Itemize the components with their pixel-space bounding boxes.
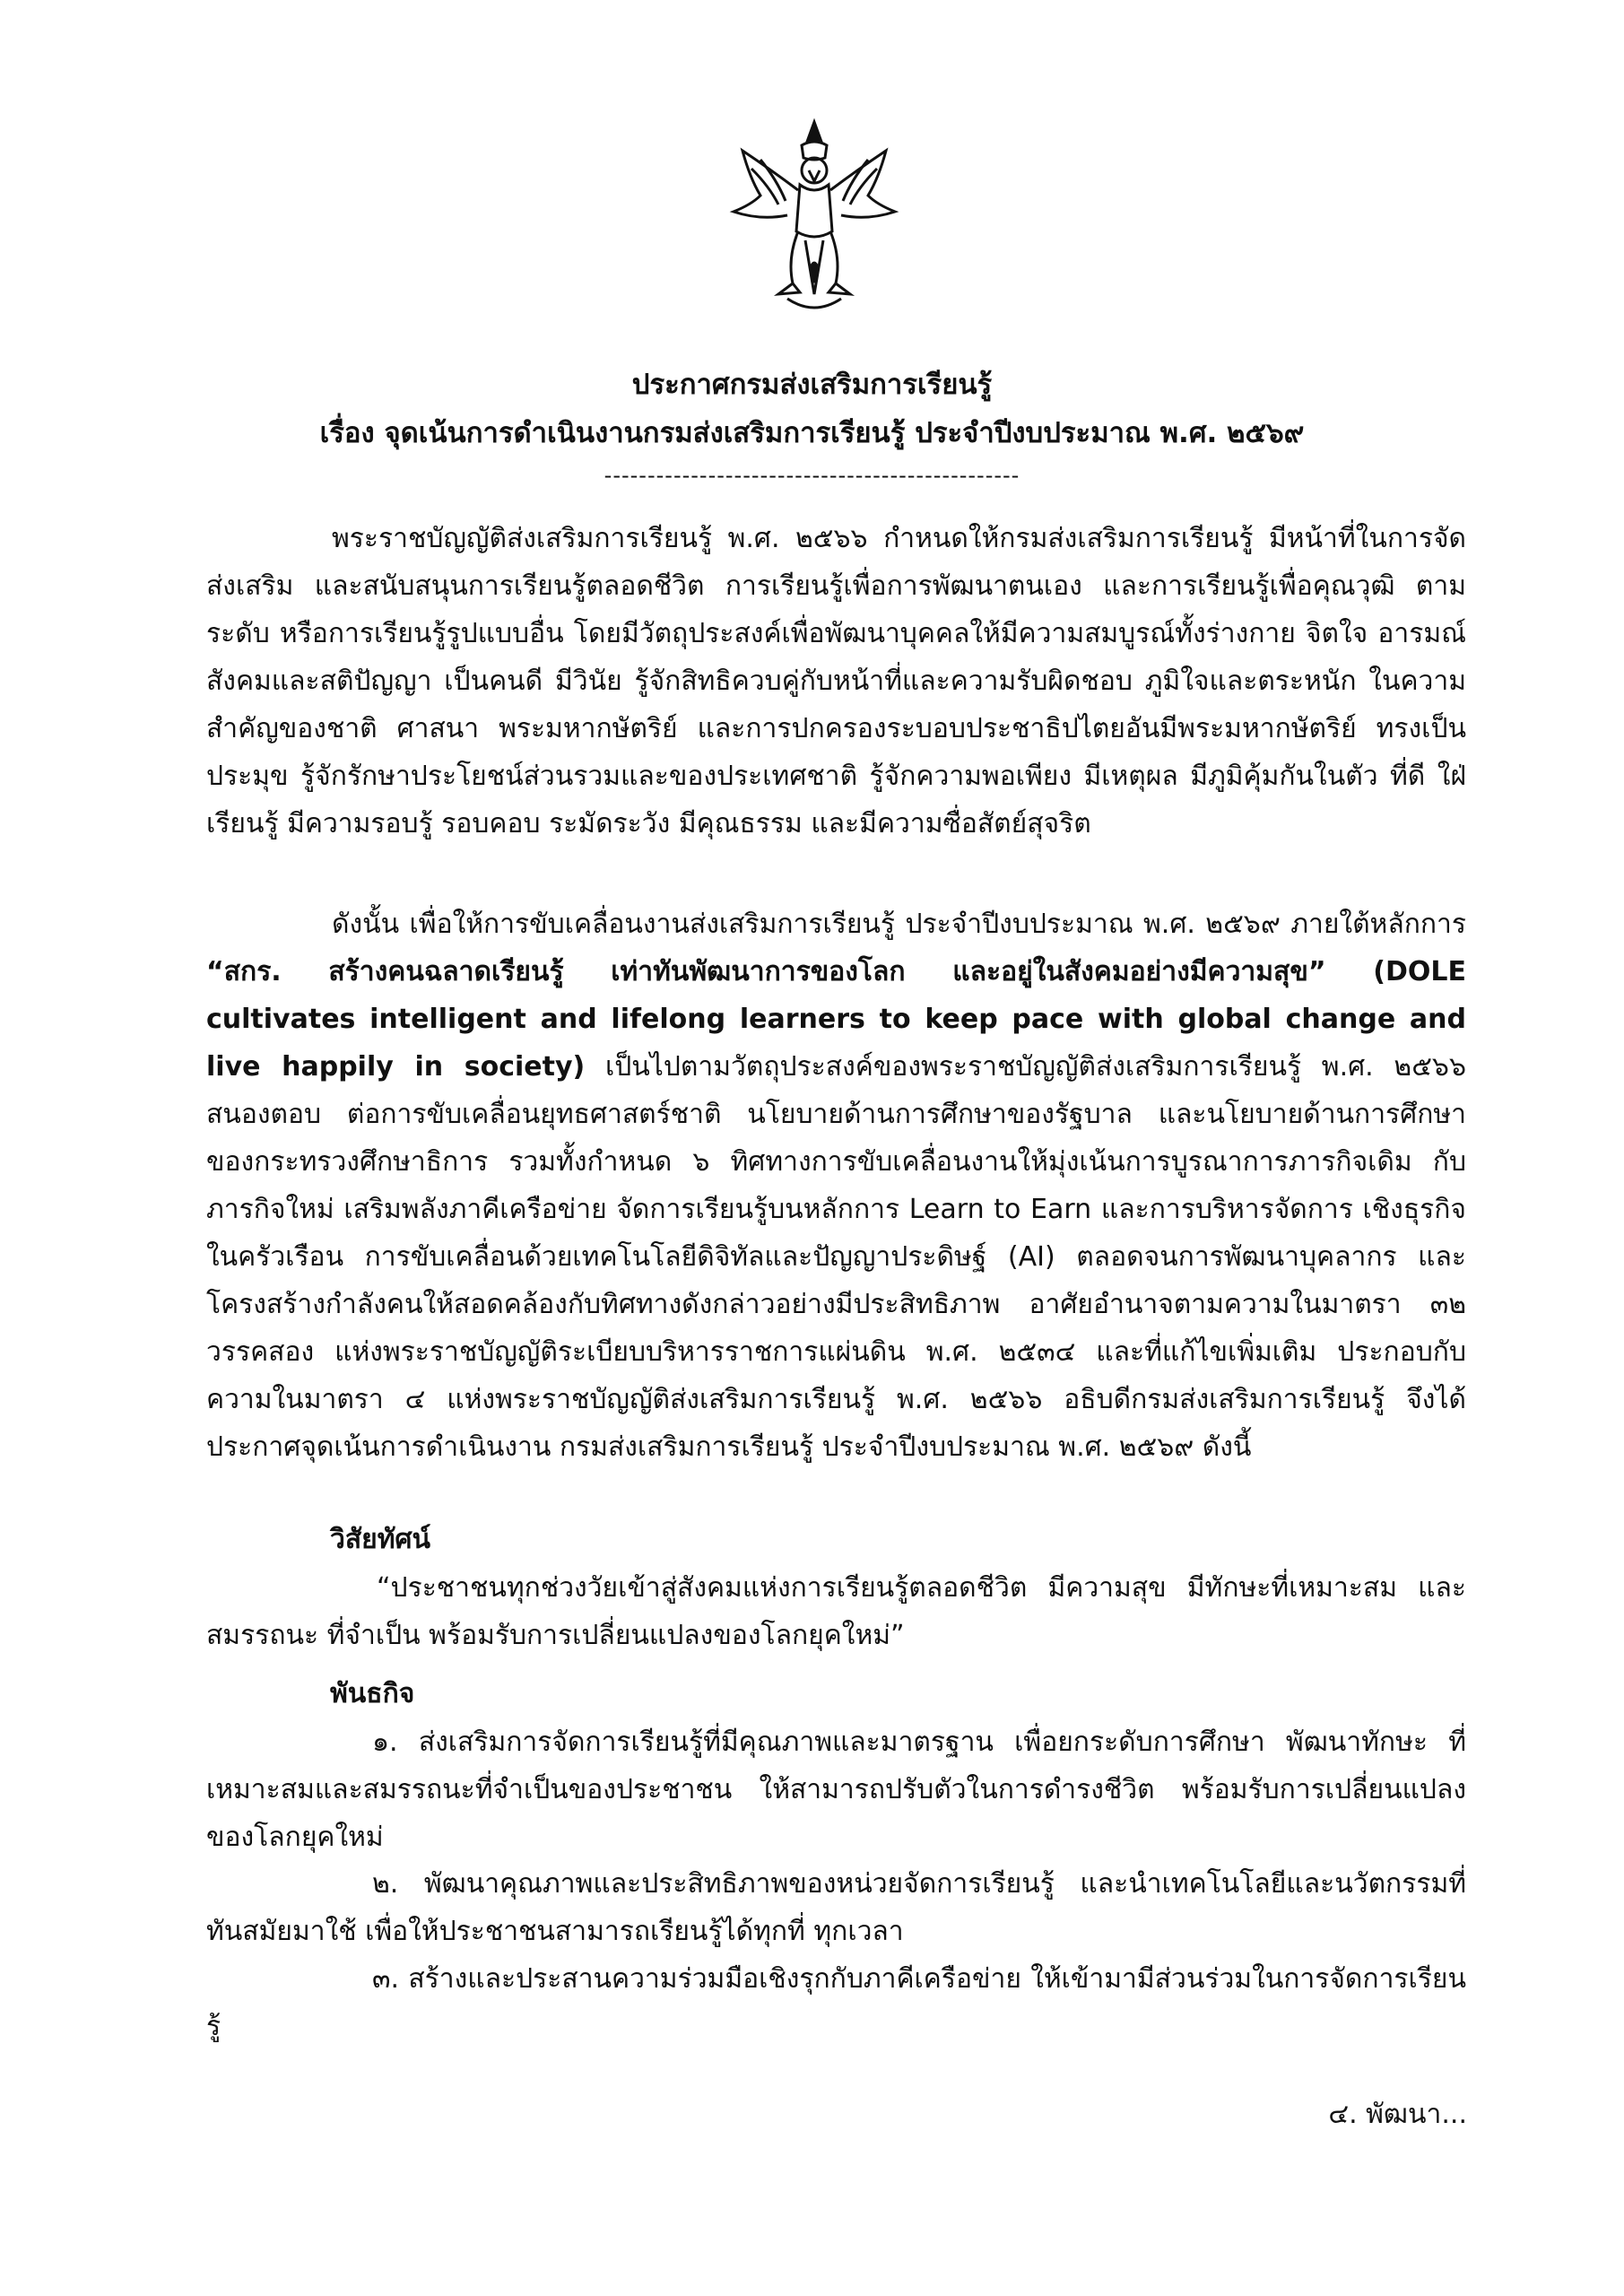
paragraph-2-rest: เป็นไปตามวัตถุประสงค์ของพระราชบัญญัติส่งเสริมการเรียนรู้ พ.ศ. ๒๕๖๖ สนองตอบ ต่อการขับเคลื่อนยุทธศาสตร์ชาติ นโยบายด้านการศึกษาของรัฐบาล และนโยบายด้านการศึกษา ของกระทรวงศึกษาธิการ รวมทั้งกำหนด ๖ ทิศทางการขับเคลื่อนงานให้มุ่งเน้นการบูรณาการภารกิจเดิม กับภารกิจใหม่ เสริมพลังภาคีเครือข่าย จัดการเรียนรู้บนหลักการ Learn to Earn และการบริหารจัดการ เชิงธุรกิจในครัวเรือน การขับเคลื่อนด้วยเทคโนโลยีดิจิทัลและปัญญาประดิษฐ์ (AI) ตลอดจนการพัฒนาบุคลากร และโครงสร้างกำลังคนให้สอดคล้องกับทิศทางดังกล่าวอย่างมีประสิทธิภาพ อาศัยอำนาจตามความในมาตรา ๓๒ วรรคสอง แห่งพระราชบัญญัติระเบียบบริหารราชการแผ่นดิน พ.ศ. ๒๕๓๔ และที่แก้ไขเพิ่มเติม ประกอบกับ ความในมาตรา ๔ แห่งพระราชบัญญัติส่งเสริมการเรียนรู้ พ.ศ. ๒๕๖๖ อธิบดีกรมส่งเสริมการเรียนรู้ จึงได้ ประกาศจุดเน้นการดำเนินงาน กรมส่งเสริมการเรียนรู้ ประจำปีงบประมาณ พ.ศ. ๒๕๖๙ ดังนี้ [206, 1051, 1466, 1463]
paragraph-2 [206, 900, 1466, 1471]
mission-item-3: ๓. สร้างและประสานความร่วมมือเชิงรุกกับภาคีเครือข่าย ให้เข้ามามีส่วนร่วมในการจัดการเรียนรู้ [206, 1963, 1466, 2042]
page-continuation: ๔. พัฒนา... [1328, 2099, 1467, 2130]
announcement-title: ประกาศกรมส่งเสริมการเรียนรู้ [631, 369, 993, 401]
paragraph-1: พระราชบัญญัติส่งเสริมการเรียนรู้ พ.ศ. ๒๕๖๖ กำหนดให้กรมส่งเสริมการเรียนรู้ มีหน้าที่ในการจัด ส่งเสริม และสนับสนุนการเรียนรู้ตลอดชีวิต การเรียนรู้เพื่อการพัฒนาตนเอง และการเรียนรู้เพื่อคุณวุฒิ ตามระดับ หรือการเรียนรู้รูปแบบอื่น โดยมีวัตถุประสงค์เพื่อพัฒนาบุคคลให้มีความสมบูรณ์ทั้งร่างกาย จิตใจ อารมณ์ สังคมและสติปัญญา เป็นคนดี มีวินัย รู้จักสิทธิควบคู่กับหน้าที่และความรับผิดชอบ ภูมิใจและตระหนัก ในความสำคัญของชาติ ศาสนา พระมหากษัตริย์ และการปกครองระบอบประชาธิปไตยอันมีพระมหากษัตริย์ ทรงเป็นประมุข รู้จักรักษาประโยชน์ส่วนรวมและของประเทศชาติ รู้จักความพอเพียง มีเหตุผล มีภูมิคุ้มกันในตัว ที่ดี ใฝ่เรียนรู้ มีความรอบรู้ รอบคอบ ระมัดระวัง มีคุณธรรม และมีความซื่อสัตย์สุจริต [206, 523, 1466, 839]
title-separator: ------------------------------------------------ [604, 463, 1020, 488]
announcement-subject: เรื่อง จุดเน้นการดำเนินงานกรมส่งเสริมการเรียนรู้ ประจำปีงบประมาณ พ.ศ. ๒๕๖๙ [319, 417, 1305, 449]
garuda-emblem [725, 115, 904, 321]
mission-item-1: ๑. ส่งเสริมการจัดการเรียนรู้ที่มีคุณภาพและมาตรฐาน เพื่อยกระดับการศึกษา พัฒนาทักษะ ที่เหมาะสมและสมรรถนะที่จำเป็นของประชาชน ให้สามารถปรับตัวในการดำรงชีวิต พร้อมรับการเปลี่ยนแปลง ของโลกยุคใหม่ [206, 1726, 1466, 1853]
vision-text: “ประชาชนทุกช่วงวัยเข้าสู่สังคมแห่งการเรียนรู้ตลอดชีวิต มีความสุข มีทักษะที่เหมาะสม และสมรรถนะ ที่จำเป็น พร้อมรับการเปลี่ยนแปลงของโลกยุคใหม่” [206, 1572, 1466, 1651]
paragraph-2-motto: “สกร. สร้างคนฉลาดเรียนรู้ เท่าทันพัฒนาการของโลก และอยู่ในสังคมอย่างมีความสุข” (DOLE cultivates intelligent and lifelong learners to keep pace with global change and live happily in society) [206, 956, 1466, 1083]
vision-title: วิสัยทัศน์ [330, 1524, 431, 1555]
mission-title: พันธกิจ [330, 1678, 415, 1709]
mission-item-2: ๒. พัฒนาคุณภาพและประสิทธิภาพของหน่วยจัดการเรียนรู้ และนำเทคโนโลยีและนวัตกรรมที่ ทันสมัยมาใช้ เพื่อให้ประชาชนสามารถเรียนรู้ได้ทุกที่ ทุกเวลา [206, 1868, 1466, 1947]
paragraph-2-lead: ดังนั้น เพื่อให้การขับเคลื่อนงานส่งเสริมการเรียนรู้ ประจำปีงบประมาณ พ.ศ. ๒๕๖๙ ภายใต้หลักการ [332, 909, 1466, 940]
